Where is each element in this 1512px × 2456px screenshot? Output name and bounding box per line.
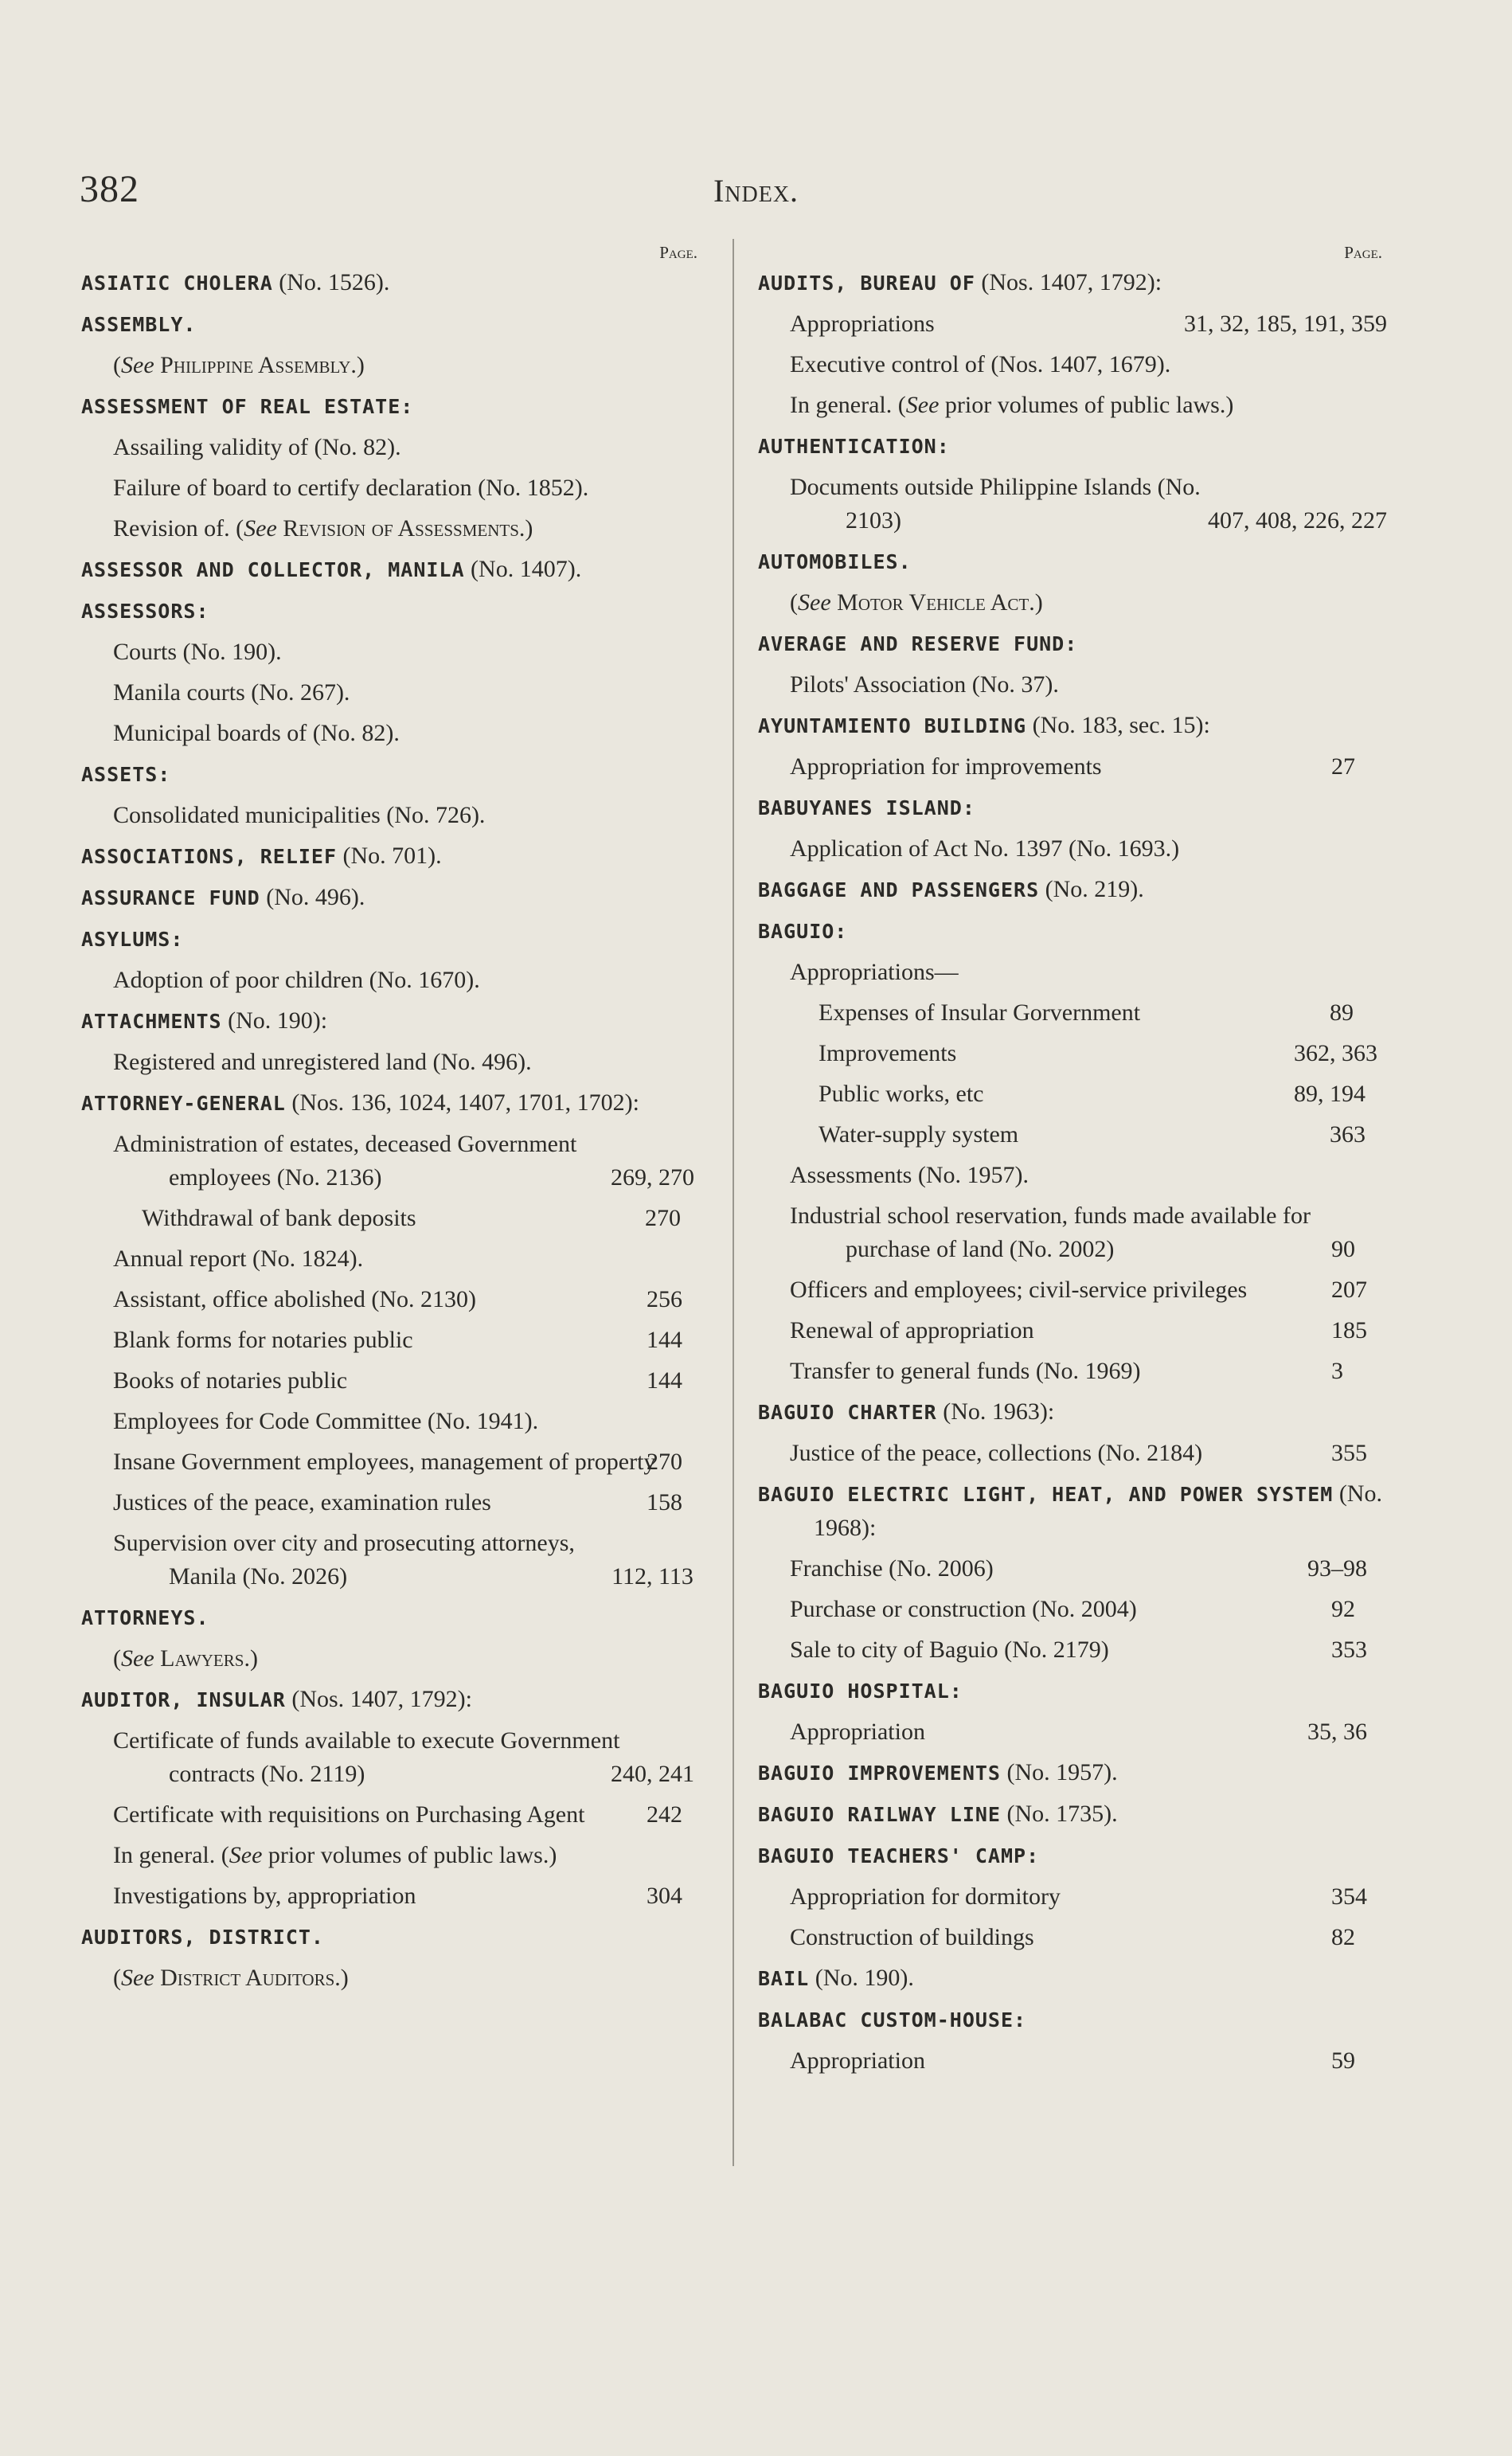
subentry-text: Justices of the peace, examination rules — [113, 1489, 491, 1515]
subentry-text: Assistant, office abolished (No. 2130) — [113, 1286, 477, 1312]
heading-keyword: ASSESSMENT OF REAL ESTATE: — [81, 395, 414, 418]
index-heading-entry — [81, 839, 702, 874]
subentry-with-page — [758, 1314, 1387, 1347]
page-reference: 35, 36 — [1307, 1719, 1367, 1745]
subentry-see — [81, 512, 702, 546]
subentry-body — [790, 1715, 1387, 1749]
see-open-paren: ( — [113, 352, 121, 378]
subentry-body — [113, 1527, 702, 1594]
heading-reference: (No. 190). — [809, 1965, 914, 1991]
subentry-body: Purchase or construction (No. 2004) 92 — [846, 1593, 1387, 1626]
index-heading-entry — [81, 1086, 702, 1120]
subentry-see — [81, 1839, 702, 1872]
heading-keyword: BAGGAGE AND PASSENGERS — [758, 878, 1040, 901]
subentry-text: Appropriation for improvements — [790, 753, 1102, 780]
heading-keyword: ASSESSOR AND COLLECTOR, MANILA — [81, 558, 465, 581]
index-heading-entry — [81, 389, 702, 424]
subentry-body: Withdrawal of bank deposits 270 — [199, 1202, 702, 1235]
subentry: Assailing validity of (No. 82). — [113, 434, 401, 460]
see-close-paren: ) — [1225, 392, 1234, 418]
subentry-body: Certificate with requisitions on Purchasing Agent 242 — [169, 1798, 702, 1832]
entry-list — [758, 266, 1387, 2078]
subentry-with-page — [758, 1273, 1387, 1307]
index-heading-entry — [758, 429, 1387, 463]
heading-keyword: AUTHENTICATION: — [758, 435, 950, 458]
subentry-text: Books of notaries public — [113, 1367, 348, 1394]
subentry: Annual report (No. 1824). — [113, 1246, 364, 1272]
see-word: See — [121, 1965, 154, 1991]
subentry-text: Officers and employees; civil-service privileges — [790, 1277, 1248, 1303]
subentry-text: Appropriations — [790, 311, 935, 337]
see-word: See — [121, 352, 154, 378]
heading-keyword: BALABAC CUSTOM-HOUSE: — [758, 2008, 1027, 2032]
see-target: District Auditors. — [160, 1965, 341, 1991]
heading-keyword: AUDITS, BUREAU OF — [758, 272, 975, 295]
subentry-text: Franchise (No. 2006) — [790, 1555, 994, 1582]
subentry-body — [790, 1552, 1387, 1586]
page-reference: 240, 241 — [611, 1761, 694, 1787]
subentry: Assessments (No. 1957). — [790, 1162, 1029, 1188]
see-target: prior volumes of public laws. — [944, 392, 1226, 418]
subentry-with-page — [81, 1202, 702, 1235]
subentry: Consolidated municipalities (No. 726). — [113, 802, 486, 828]
subentry-body: Investigations by, appropriation 304 — [169, 1879, 702, 1913]
subentry-with-page — [81, 1324, 702, 1357]
subentry-text: Purchase or construction (No. 2004) — [790, 1596, 1137, 1622]
subentry-body: Construction of buildings 82 — [846, 1921, 1387, 1954]
subentry-with-page — [758, 1355, 1387, 1388]
heading-keyword: BAGUIO TEACHERS' CAMP: — [758, 1844, 1040, 1867]
see-word: See — [244, 515, 277, 542]
index-heading-entry — [758, 1674, 1387, 1708]
heading-keyword: AUTOMOBILES. — [758, 550, 912, 573]
page-reference: 89, 194 — [1294, 1081, 1365, 1107]
subentry-body: Officers and employees; civil-service privileges 207 — [846, 1273, 1387, 1307]
heading-keyword: ASSOCIATIONS, RELIEF — [81, 845, 338, 868]
subentry-see — [758, 389, 1387, 422]
subentry: Executive control of (Nos. 1407, 1679). — [790, 351, 1171, 377]
subentry-text: In general. ( — [113, 1842, 229, 1868]
subentry-with-page — [81, 1445, 702, 1479]
subentry: Adoption of poor children (No. 1670). — [113, 967, 480, 993]
subentry-body — [819, 1037, 1387, 1070]
subentry-with-page — [81, 1283, 702, 1316]
heading-keyword: ASSESSORS: — [81, 600, 209, 623]
subentry-with-page — [758, 471, 1387, 538]
heading-reference: (Nos. 136, 1024, 1407, 1701, 1702): — [285, 1089, 639, 1116]
page-reference: 112, 113 — [611, 1563, 693, 1590]
heading-keyword: AVERAGE AND RESERVE FUND: — [758, 632, 1078, 655]
subentry-body — [819, 1077, 1387, 1111]
heading-keyword: ASYLUMS: — [81, 928, 184, 951]
subentry-with-page — [81, 1364, 702, 1398]
see-word: See — [121, 1645, 154, 1672]
column-divider — [733, 239, 734, 2166]
see-word: See — [905, 392, 940, 418]
subentry-body — [790, 307, 1387, 341]
heading-reference: (No. 1407). — [464, 556, 582, 582]
heading-keyword: ATTACHMENTS — [81, 1010, 222, 1033]
index-heading-entry — [81, 881, 702, 915]
heading-reference: (Nos. 1407, 1792): — [285, 1686, 472, 1712]
subentry-with-page — [758, 1880, 1387, 1914]
heading-keyword: BAGUIO HOSPITAL: — [758, 1680, 963, 1703]
subentry-with-page — [81, 1798, 702, 1832]
index-heading-entry — [758, 1839, 1387, 1873]
heading-reference: (No. 1526). — [272, 269, 390, 295]
index-heading-entry — [758, 791, 1387, 825]
see-close-paren: ) — [549, 1842, 557, 1868]
index-heading-entry — [758, 1756, 1387, 1790]
index-heading-entry — [758, 1797, 1387, 1832]
entry-list — [81, 266, 702, 1995]
subentry-text: Revision of. ( — [113, 515, 244, 542]
subentry-body: Assistant, office abolished (No. 2130) 256 — [169, 1283, 702, 1316]
heading-keyword: AYUNTAMIENTO BUILDING — [758, 714, 1027, 737]
subentry-with-page — [81, 1527, 702, 1594]
see-close-paren: ) — [356, 352, 365, 378]
subentry-text: Certificate with requisitions on Purchasing Agent — [113, 1801, 585, 1828]
see-word: See — [798, 589, 831, 616]
see-close-paren: ) — [340, 1965, 349, 1991]
index-heading-entry — [758, 873, 1387, 907]
subentry-body: Appropriation 59 — [846, 2044, 1387, 2078]
right-column — [758, 239, 1387, 2085]
subentry: Employees for Code Committee (No. 1941). — [113, 1408, 539, 1434]
index-heading-entry — [81, 1920, 702, 1954]
subentry-text: In general. ( — [790, 392, 906, 418]
see-close-paren: ) — [525, 515, 533, 542]
subentry-with-page — [758, 1199, 1387, 1266]
subentry-with-page — [758, 1077, 1387, 1111]
subentry: Failure of board to certify declaration (No. 1852). — [113, 475, 589, 501]
subentry-body: Appropriation for improvements 27 — [846, 750, 1387, 784]
running-head: Index. — [713, 173, 799, 209]
index-heading-entry — [758, 1395, 1387, 1429]
heading-keyword: AUDITORS, DISTRICT. — [81, 1926, 324, 1949]
subentry-body: Justices of the peace, examination rules 158 — [169, 1486, 702, 1519]
subentry-text: Justice of the peace, collections (No. 2184) — [790, 1440, 1203, 1466]
subentry-with-page — [81, 1128, 702, 1195]
subentry-with-page — [758, 1715, 1387, 1749]
subentry-body: Blank forms for notaries public 144 — [169, 1324, 702, 1357]
subentry-text: Industrial school reservation, funds made available for purchase of land (No. 2002) — [790, 1203, 1311, 1262]
page-reference: 407, 408, 226, 227 — [1208, 507, 1387, 534]
subentry: Pilots' Association (No. 37). — [790, 671, 1059, 698]
heading-reference: (Nos. 1407, 1792): — [975, 269, 1162, 295]
subentry-body — [113, 1724, 702, 1791]
subentry-text: Insane Government employees, management of property — [113, 1449, 656, 1475]
subentry-text: Expenses of Insular Gorvernment — [819, 999, 1141, 1026]
index-heading-entry — [758, 914, 1387, 948]
heading-keyword: ASSURANCE FUND — [81, 886, 260, 909]
heading-reference: (No. 1957). — [1000, 1759, 1118, 1785]
subentry-body: Transfer to general funds (No. 1969) 3 — [846, 1355, 1387, 1388]
subentry: Registered and unregistered land (No. 496). — [113, 1049, 532, 1075]
index-heading-entry — [758, 1961, 1387, 1996]
heading-reference: (No. 1968): — [814, 1480, 1382, 1541]
index-heading-entry — [81, 307, 702, 342]
heading-keyword: ATTORNEYS. — [81, 1606, 209, 1629]
heading-keyword: ASSEMBLY. — [81, 313, 197, 336]
see-reference — [81, 349, 702, 382]
index-heading-entry — [758, 627, 1387, 661]
subentry: Manila courts (No. 267). — [113, 679, 350, 706]
subentry-text: Public works, etc — [819, 1081, 984, 1107]
see-open-paren: ( — [113, 1645, 121, 1672]
subentry-text: Construction of buildings — [790, 1924, 1034, 1950]
page-reference: 362, 363 — [1294, 1040, 1377, 1066]
see-target: Motor Vehicle Act. — [837, 589, 1035, 616]
heading-keyword: BAGUIO RAILWAY LINE — [758, 1803, 1001, 1826]
subentry-text: Blank forms for notaries public — [113, 1327, 413, 1353]
see-open-paren: ( — [790, 589, 798, 616]
subentry-with-page — [81, 1879, 702, 1913]
subentry-text: Appropriation for dormitory — [790, 1883, 1061, 1910]
index-heading-entry — [81, 594, 702, 628]
subentry-text: Supervision over city and prosecuting attorneys, Manila (No. 2026) — [113, 1530, 575, 1590]
subentry-body: Sale to city of Baguio (No. 2179) 353 — [846, 1633, 1387, 1667]
subentry: Courts (No. 190). — [113, 639, 282, 665]
subentry-text: Water-supply system — [819, 1121, 1019, 1148]
heading-reference: (No. 1735). — [1000, 1801, 1118, 1827]
heading-reference: (No. 190): — [221, 1007, 328, 1034]
subentry-text: Investigations by, appropriation — [113, 1883, 416, 1909]
heading-reference: (No. 183, sec. 15): — [1026, 712, 1210, 738]
see-reference — [758, 586, 1387, 620]
see-target: Philippine Assembly. — [160, 352, 357, 378]
subentry-with-page — [758, 1437, 1387, 1470]
subentry-body: Insane Government employees, management of property 270 — [169, 1445, 702, 1479]
subentry: Application of Act No. 1397 (No. 1693.) — [790, 835, 1180, 862]
subentry-with-page — [758, 1633, 1387, 1667]
left-column — [81, 239, 702, 2002]
subentry: Municipal boards of (No. 82). — [113, 720, 400, 746]
heading-keyword: BAGUIO ELECTRIC LIGHT, HEAT, AND POWER SYSTEM — [758, 1483, 1334, 1506]
page-reference: 31, 32, 185, 191, 359 — [1184, 311, 1387, 337]
subentry-body: Industrial school reservation, funds made available for purchase of land (No. 2002) 90 — [846, 1199, 1387, 1266]
subentry-text: Appropriation — [790, 2047, 925, 2074]
subentry-body: Expenses of Insular Gorvernment 89 — [876, 996, 1387, 1030]
see-target: Revision of Assessments. — [283, 515, 525, 542]
heading-keyword: BAGUIO IMPROVEMENTS — [758, 1762, 1001, 1785]
index-heading-entry — [758, 545, 1387, 579]
index-heading-entry — [758, 709, 1387, 743]
index-heading-entry — [81, 1683, 702, 1717]
heading-keyword: AUDITOR, INSULAR — [81, 1688, 286, 1711]
heading-keyword: BAIL — [758, 1967, 810, 1990]
subentry-with-page — [758, 2044, 1387, 2078]
subentry-with-page — [758, 1037, 1387, 1070]
subentry-with-page — [758, 996, 1387, 1030]
index-heading-entry — [81, 922, 702, 956]
subentry-with-page — [81, 1724, 702, 1791]
subentry-text: Documents outside Philippine Islands (No. 2103) — [790, 474, 1201, 534]
subentry-text: Renewal of appropriation — [790, 1317, 1034, 1343]
subentry-text: Administration of estates, deceased Government employees (No. 2136) — [113, 1131, 577, 1191]
see-reference — [81, 1961, 702, 1995]
subentry-body: Justice of the peace, collections (No. 2184) 355 — [846, 1437, 1387, 1470]
subentry-text: Appropriation — [790, 1719, 925, 1745]
subentry-with-page — [758, 1593, 1387, 1626]
index-heading-entry — [758, 266, 1387, 300]
subentry-body — [113, 1128, 702, 1195]
heading-keyword: BABUYANES ISLAND: — [758, 796, 975, 819]
heading-reference: (No. 219). — [1039, 876, 1144, 902]
page-column-label: Page. — [1344, 243, 1382, 262]
subentry-with-page — [81, 1486, 702, 1519]
subentry-text: Improvements — [819, 1040, 957, 1066]
page-column-label: Page. — [659, 243, 697, 262]
heading-reference: (No. 496). — [260, 884, 365, 910]
subentry-text: Sale to city of Baguio (No. 2179) — [790, 1637, 1109, 1663]
subentry-body: Books of notaries public 144 — [169, 1364, 702, 1398]
index-heading-entry — [81, 553, 702, 587]
subentry-body: Water-supply system 363 — [876, 1118, 1387, 1152]
heading-reference: (No. 1963): — [936, 1398, 1055, 1425]
index-heading-entry — [81, 1601, 702, 1635]
subentry-with-page — [758, 307, 1387, 341]
see-reference — [81, 1642, 702, 1676]
index-heading-entry — [81, 1004, 702, 1038]
subentry-with-page — [758, 1552, 1387, 1586]
see-word: See — [229, 1842, 263, 1868]
heading-keyword: BAGUIO CHARTER — [758, 1401, 937, 1424]
see-close-paren: ) — [249, 1645, 258, 1672]
see-target: prior volumes of public laws. — [268, 1842, 549, 1868]
page-number: 382 — [80, 168, 139, 210]
heading-keyword: BAGUIO: — [758, 920, 848, 943]
page-reference: 269, 270 — [611, 1164, 694, 1191]
subentry-text: Withdrawal of bank deposits — [142, 1205, 416, 1231]
subentry-with-page — [758, 750, 1387, 784]
subentry-body: Appropriation for dormitory 354 — [846, 1880, 1387, 1914]
see-target: Lawyers. — [160, 1645, 250, 1672]
heading-keyword: ASIATIC CHOLERA — [81, 272, 273, 295]
subentry-with-page — [758, 1921, 1387, 1954]
page-reference: 93–98 — [1307, 1555, 1367, 1582]
see-open-paren: ( — [113, 1965, 121, 1991]
subentry: Appropriations— — [790, 959, 959, 985]
subentry-body: Renewal of appropriation 185 — [846, 1314, 1387, 1347]
subentry-body — [790, 471, 1387, 538]
subentry-text: Certificate of funds available to execute Government contracts (No. 2119) — [113, 1727, 620, 1787]
index-heading-entry — [81, 266, 702, 300]
subentry-with-page — [758, 1118, 1387, 1152]
index-heading-entry — [81, 757, 702, 792]
heading-reference: (No. 701). — [337, 843, 442, 869]
see-close-paren: ) — [1034, 589, 1043, 616]
index-heading-entry — [758, 1477, 1387, 1545]
heading-keyword: ATTORNEY-GENERAL — [81, 1092, 286, 1115]
index-heading-entry — [758, 2003, 1387, 2037]
subentry-text: Transfer to general funds (No. 1969) — [790, 1358, 1141, 1384]
heading-keyword: ASSETS: — [81, 763, 171, 786]
